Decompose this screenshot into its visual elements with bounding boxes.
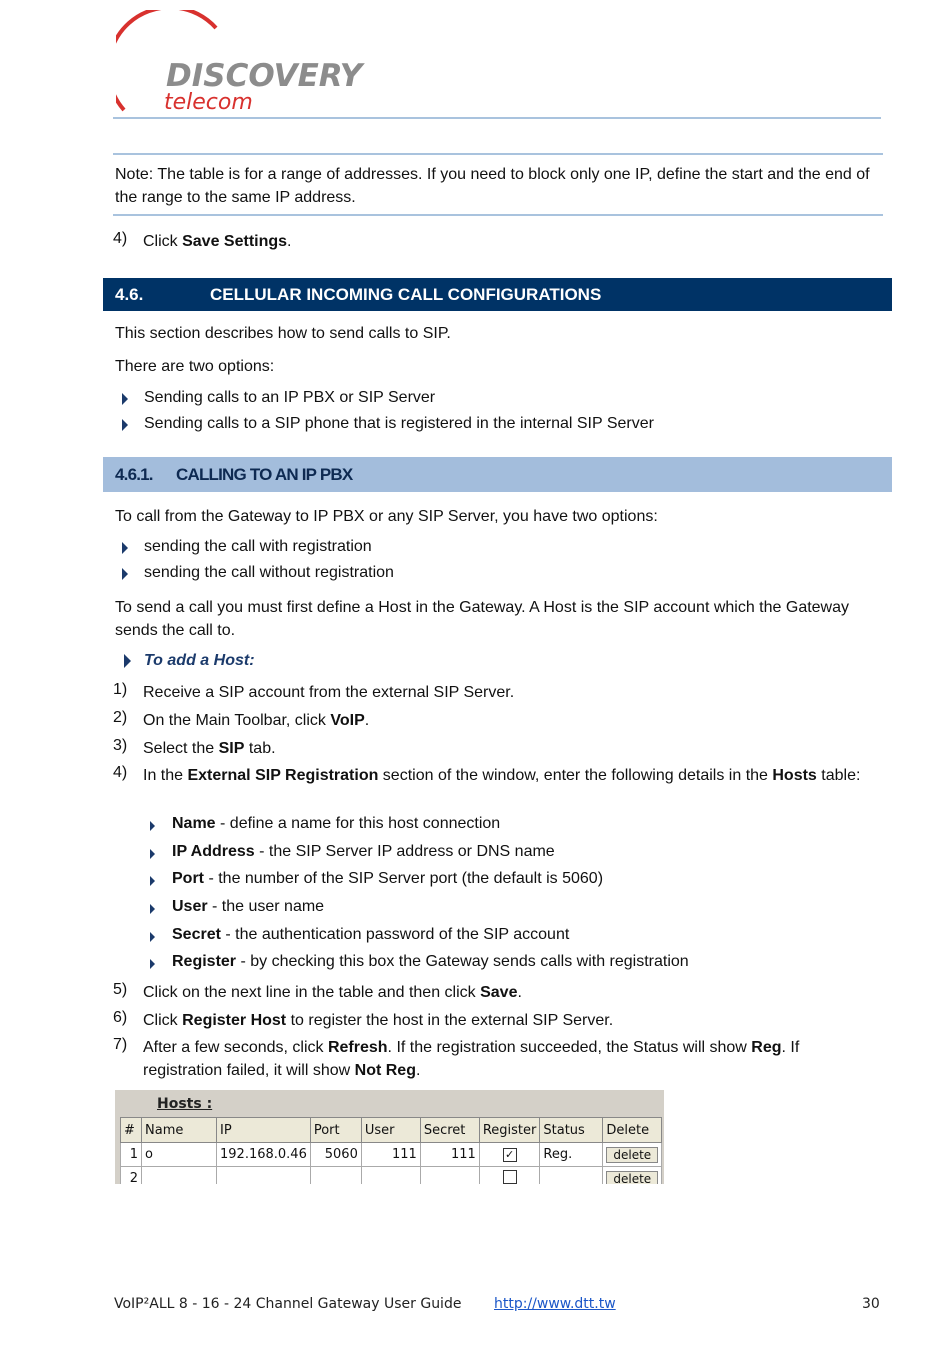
table-row [121,1143,662,1167]
cell-secret: 111 [420,1143,479,1167]
column-header: User [361,1118,420,1143]
cell-delete [603,1167,662,1185]
cell-user: 111 [361,1143,420,1167]
step-bold: SIP [218,740,245,757]
cell-name: o [142,1143,217,1167]
step-bold: External SIP Registration [187,767,379,784]
hosts-table [120,1117,662,1184]
row-number: 1 [121,1143,142,1167]
step-number: 3) [113,737,128,754]
step-text: table: [816,767,861,784]
column-header: Delete [603,1118,662,1143]
list-item-text: sending the call without registration [144,564,394,581]
register-checkbox [503,1170,517,1184]
subsection-title: CALLING TO AN IP PBX [176,465,353,484]
step-text: section of the window, enter the following details in the [378,767,773,784]
step-text: Click on the next line in the table and then click [143,984,481,1001]
footer-link[interactable]: http://www.dtt.tw [494,1296,616,1312]
bullet-arrow-icon [150,932,155,942]
field-desc: - by checking this box the Gateway sends calls with registration [236,953,689,970]
step-bold: VoIP [330,712,365,729]
step-text: . [415,1062,421,1079]
note-top-rule [113,153,883,155]
step-text: On the Main Toolbar, click [143,712,331,729]
section-number: 4.6. [115,285,144,304]
subsection-intro: To call from the Gateway to IP PBX or any SIP Server, you have two options: [115,508,658,525]
step-text: Click [143,233,183,250]
page-number: 30 [862,1296,880,1312]
step-number: 2) [113,709,128,726]
step-bold: Hosts [772,767,817,784]
step-text: to register the host in the external SIP Server. [286,1012,614,1029]
step-text: . If registration failed, it will show [143,1039,800,1079]
delete-button: delete [606,1147,658,1163]
bullet-arrow-icon [150,904,155,914]
bullet-arrow-icon [122,393,128,405]
field-name: Port [172,870,204,887]
column-header: # [121,1118,142,1143]
step-text: Select the [143,740,219,757]
register-checkbox: ✓ [503,1148,517,1162]
step-text: In the [143,767,188,784]
column-header: Secret [420,1118,479,1143]
delete-button: delete [606,1171,658,1185]
cell-status [540,1167,603,1185]
procedure-title-text: To add a Host: [144,652,255,669]
step-number: 5) [113,981,128,998]
cell-ip [217,1167,311,1185]
step-number: 6) [113,1009,128,1026]
field-name: Register [172,953,237,970]
step-bold: Register Host [182,1012,287,1029]
bullet-arrow-icon [122,568,128,580]
cell-secret [420,1167,479,1185]
step-text: tab. [244,740,276,757]
logo-subtitle: telecom [164,90,253,115]
procedure-arrow-icon [124,654,131,668]
step-text: . [287,233,292,250]
subsection-number: 4.6.1. [115,465,153,484]
column-header: Status [540,1118,603,1143]
section-heading [103,278,892,311]
note-text: Note: The table is for a range of addresses. If you need to block only one IP, define the start and the end of the range to the same IP address. [115,166,870,206]
cell-port [310,1167,361,1185]
bullet-arrow-icon [150,849,155,859]
cell-delete [603,1143,662,1167]
intro-paragraph: This section describes how to send calls to SIP. [115,325,451,342]
column-header: Port [310,1118,361,1143]
section-title: CELLULAR INCOMING CALL CONFIGURATIONS [210,285,602,304]
note-bottom-rule [113,214,883,216]
step-bold: Save [480,984,518,1001]
cell-name [142,1167,217,1185]
field-name: Name [172,815,216,832]
bullet-arrow-icon [122,542,128,554]
table-header-row [121,1118,662,1143]
step-text: Click [143,1012,183,1029]
subsection-heading [103,457,892,492]
step-text: . [517,984,522,1001]
list-item-text: Sending calls to a SIP phone that is registered in the internal SIP Server [144,415,654,432]
cell-register [479,1143,540,1167]
field-desc: - the SIP Server IP address or DNS name [254,843,555,860]
cell-port: 5060 [310,1143,361,1167]
field-name: IP Address [172,843,255,860]
step-text: Receive a SIP account from the external SIP Server. [143,684,515,701]
intro-paragraph: There are two options: [115,358,275,375]
step-text: After a few seconds, click [143,1039,328,1056]
field-desc: - the authentication password of the SIP account [220,926,570,943]
step-number: 4) [113,764,128,781]
bullet-arrow-icon [150,959,155,969]
host-paragraph: To send a call you must first define a Host in the Gateway. A Host is the SIP account which the Gateway sends the call to. [115,599,850,639]
list-item-text: Sending calls to an IP PBX or SIP Server [144,389,436,406]
column-header: Name [142,1118,217,1143]
field-desc: - the user name [207,898,325,915]
list-item-text: sending the call with registration [144,538,372,555]
field-desc: - the number of the SIP Server port (the default is 5060) [204,870,604,887]
bullet-arrow-icon [150,876,155,886]
step-number: 1) [113,681,128,698]
step-bold: Save Settings [182,233,288,250]
cell-user [361,1167,420,1185]
cell-ip: 192.168.0.46 [217,1143,311,1167]
step-number: 4) [113,230,128,247]
step-text: . If the registration succeeded, the Status will show [387,1039,752,1056]
footer-title: VoIP²ALL 8 - 16 - 24 Channel Gateway User Guide [114,1296,462,1312]
company-logo [116,10,366,120]
column-header: IP [217,1118,311,1143]
table-row [121,1167,662,1185]
header-rule [113,117,881,119]
field-name: Secret [172,926,221,943]
bullet-arrow-icon [150,821,155,831]
step-bold: Not Reg [354,1062,416,1079]
field-desc: - define a name for this host connection [215,815,501,832]
step-bold: Reg [751,1039,782,1056]
row-number: 2 [121,1167,142,1185]
logo-wordmark: DISCOVERY [166,58,363,94]
field-name: User [172,898,208,915]
column-header: Register [479,1118,540,1143]
step-text: . [364,712,370,729]
hosts-title: Hosts : [157,1096,213,1112]
cell-register [479,1167,540,1185]
bullet-arrow-icon [122,419,128,431]
cell-status: Reg. [540,1143,603,1167]
hosts-table-screenshot [115,1090,664,1184]
step-number: 7) [113,1036,128,1053]
step-bold: Refresh [327,1039,388,1056]
